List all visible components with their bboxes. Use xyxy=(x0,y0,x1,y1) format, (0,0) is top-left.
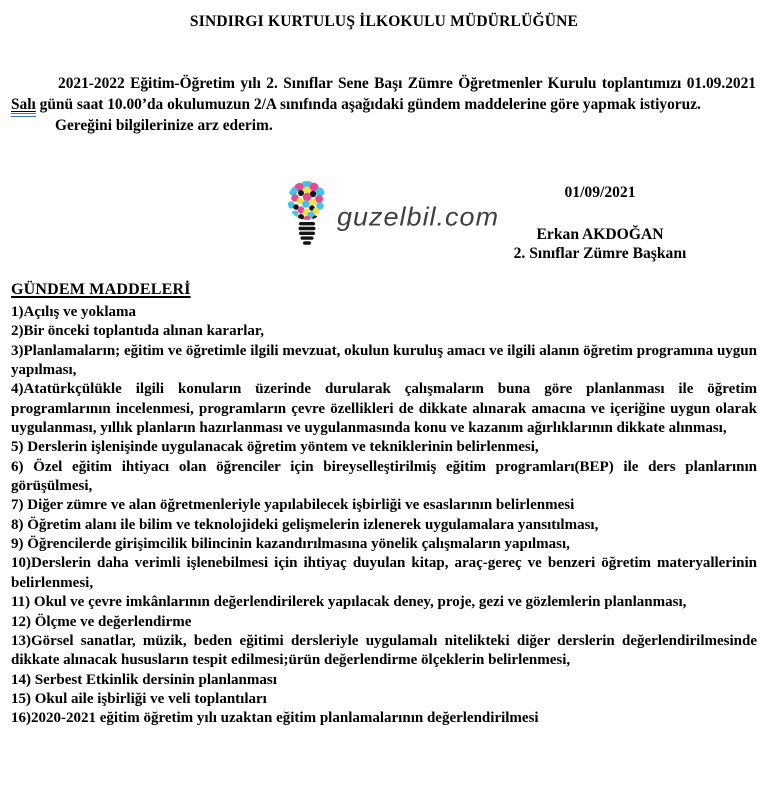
signature-role: 2. Sınıflar Zümre Başkanı xyxy=(513,245,687,262)
agenda-list xyxy=(11,303,757,729)
signature-date: 01/09/2021 xyxy=(564,184,636,201)
intro-paragraph xyxy=(11,73,756,115)
agenda-item: 7) Diğer zümre ve alan öğretmenleriyle yapılabilecek işbirliği ve esaslarının belirlenmesi xyxy=(11,497,575,514)
agenda-item: 3)Planlamaların; eğitim ve öğretimle ilgili mevzuat, okulun kuruluş amacı ve ilgili alanın öğretim programına uygun yapılması, xyxy=(11,342,757,379)
signature-block xyxy=(440,183,760,264)
intro-text-after: günü saat 10.00’da okulumuzun 2/A sınıfında aşağıdaki gündem maddelerine göre yapmak istiyoruz. xyxy=(35,96,701,113)
closing-line: Gereğini bilgilerinize arz ederim. xyxy=(55,117,273,134)
agenda-heading: GÜNDEM MADDELERİ xyxy=(11,281,191,298)
intro-text-before: 2021-2022 Eğitim-Öğretim yılı 2. Sınıflar Sene Başı Zümre Öğretmenler Kurulu toplantımızı 01.09.2021 xyxy=(58,75,756,92)
agenda-item: 8) Öğretim alanı ile bilim ve teknolojideki gelişmelerin izlenerek uygulamalara yansıtılması, xyxy=(11,516,599,533)
agenda-item: 9) Öğrencilerde girişimcilik bilincinin kazandırılmasına yönelik çalışmaların yapılması, xyxy=(11,536,570,553)
logo-text: guzelbil.com xyxy=(337,202,500,231)
signature-name: Erkan AKDOĞAN xyxy=(536,225,664,243)
agenda-item: 13)Görsel sanatlar, müzik, beden eğitimi dersleriyle uygulamalı nitelikteki diğer derslerin değerlendirilmesinde dikkate alınacak hususların tespit edilmesi;ürün değerlendirme ölçeklerin belirlenmesi, xyxy=(11,632,757,669)
agenda-item: 11) Okul ve çevre imkânlarının değerlendirilerek yapılacak deney, proje, gezi ve gözlemlerin planlanması, xyxy=(11,594,687,611)
agenda-item: 1)Açılış ve yoklama xyxy=(11,304,136,320)
grammar-underlined-word: Salı xyxy=(11,96,36,117)
agenda-item: 14) Serbest Etkinlik dersinin planlanması xyxy=(11,671,277,688)
agenda-item: 2)Bir önceki toplantıda alınan kararlar, xyxy=(11,323,264,340)
agenda-item: 10)Derslerin daha verimli işlenebilmesi için ihtiyaç duyulan kitap, araç-gereç ve benzeri öğretim materyallerinin belirlenmesi, xyxy=(11,555,757,591)
agenda-item: 5) Derslerin işlenişinde uygulanacak öğretim yöntem ve tekniklerinin belirlenmesi, xyxy=(11,439,539,456)
document-title: SINDIRGI KURTULUŞ İLKOKULU MÜDÜRLÜĞÜNE xyxy=(189,13,579,30)
agenda-item: 6) Özel eğitim ihtiyacı olan öğrenciler için bireyselleştirilmiş eğitim programları(BEP) ile ders planlarının görüşülmesi, xyxy=(11,458,757,495)
agenda-item: 12) Ölçme ve değerlendirme xyxy=(11,613,192,630)
agenda-item: 15) Okul aile işbirliği ve veli toplantıları xyxy=(11,690,267,707)
agenda-item: 16)2020-2021 eğitim öğretim yılı uzaktan eğitim planlamalarının değerlendirilmesi xyxy=(11,710,539,727)
agenda-item: 4)Atatürkçülükle ilgili konuların üzerinde durularak çalışmaların buna göre planlanması ile öğretim programlarının incelenmesi, programların çevre özellikleri de dikkate alınarak amacına ve içeriğine uygun olarak uygulanması, yıllık planların hazırlanması ve uygulanmasında konu ve kazanım ağırlıklarının dikkate alınması, xyxy=(11,381,757,437)
intro-section xyxy=(11,73,756,136)
lightbulb-logo-icon xyxy=(287,181,328,253)
